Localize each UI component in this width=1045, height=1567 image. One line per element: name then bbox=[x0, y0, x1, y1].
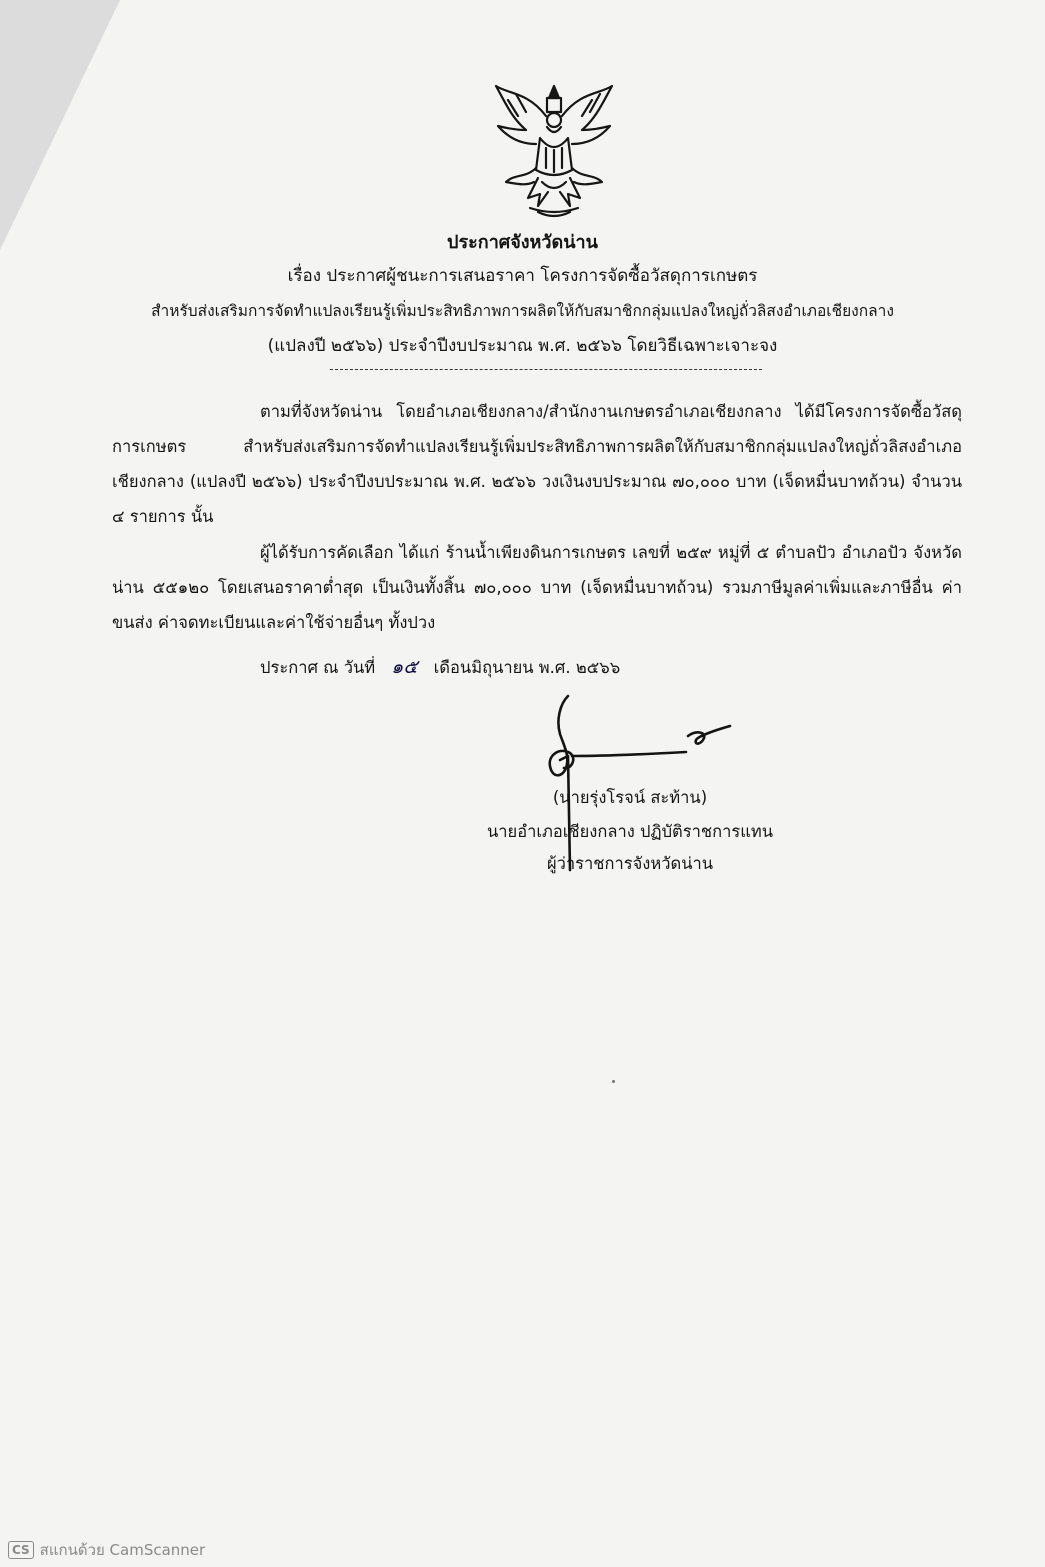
camscanner-label: สแกนด้วย CamScanner bbox=[39, 1541, 206, 1559]
scan-speck bbox=[612, 1080, 615, 1083]
dashed-separator bbox=[330, 369, 762, 370]
announcement-date bbox=[260, 652, 620, 683]
scanner-watermark bbox=[8, 1538, 205, 1562]
document-title: ประกาศจังหวัดน่าน bbox=[447, 232, 598, 253]
signer-title: นายอำเภอเชียงกลาง ปฏิบัติราชการแทน bbox=[486, 822, 774, 841]
signer-role: ผู้ว่าราชการจังหวัดน่าน bbox=[546, 854, 714, 873]
subject-line-fiscal-year: (แปลงปี ๒๕๖๖) ประจำปีงบประมาณ พ.ศ. ๒๕๖๖ โดยวิธีเฉพาะเจาะจง bbox=[267, 336, 778, 356]
announcement-paragraph: ตามที่จังหวัดน่าน โดยอำเภอเชียงกลาง/สำนักงานเกษตรอำเภอเชียงกลาง ได้มีโครงการจัดซื้อวัสดุการเกษตร สำหรับส่งเสริมการจัดทำแปลงเรียนรู้เพิ่มประสิทธิภาพการผลิตให้กับสมาชิกกลุ่มแปลงใหญ่ถั่วลิสงอำเภอเชียงกลาง (แปลงปี ๒๕๖๖) ประจำปีงบประมาณ พ.ศ. ๒๕๖๖ วงเงินงบประมาณ ๗๐,๐๐๐ บาท (เจ็ดหมื่นบาทถ้วน) จำนวน ๔ รายการ นั้น bbox=[112, 402, 962, 526]
subject-line-continued: สำหรับส่งเสริมการจัดทำแปลงเรียนรู้เพิ่มประสิทธิภาพการผลิตให้กับสมาชิกกลุ่มแปลงใหญ่ถั่วลิสงอำเภอเชียงกลาง bbox=[151, 302, 894, 320]
date-day-handwritten: ๑๕ bbox=[391, 656, 418, 678]
date-prefix: ประกาศ ณ วันที่ bbox=[260, 658, 376, 677]
winner-paragraph: ผู้ได้รับการคัดเลือก ได้แก่ ร้านน้ำเพียงดินการเกษตร เลขที่ ๒๕๙ หมู่ที่ ๕ ตำบลปัว อำเภอปัว จังหวัดน่าน ๕๕๑๒๐ โดยเสนอราคาต่ำสุด เป็นเงินทั้งสิ้น ๗๐,๐๐๐ บาท (เจ็ดหมื่นบาทถ้วน) รวมภาษีมูลค่าเพิ่มและภาษีอื่น ค่าขนส่ง ค่าจดทะเบียนและค่าใช้จ่ายอื่นๆ ทั้งปวง bbox=[112, 543, 962, 632]
subject-line: เรื่อง ประกาศผู้ชนะการเสนอราคา โครงการจัดซื้อวัสดุการเกษตร bbox=[287, 266, 758, 286]
camscanner-logo: CS bbox=[8, 1541, 34, 1559]
garuda-emblem-icon bbox=[488, 82, 620, 220]
page-corner-shadow bbox=[0, 0, 120, 250]
date-suffix: เดือนมิถุนายน พ.ศ. ๒๕๖๖ bbox=[433, 658, 621, 677]
signer-name: (นายรุ่งโรจน์ สะท้าน) bbox=[552, 788, 708, 807]
